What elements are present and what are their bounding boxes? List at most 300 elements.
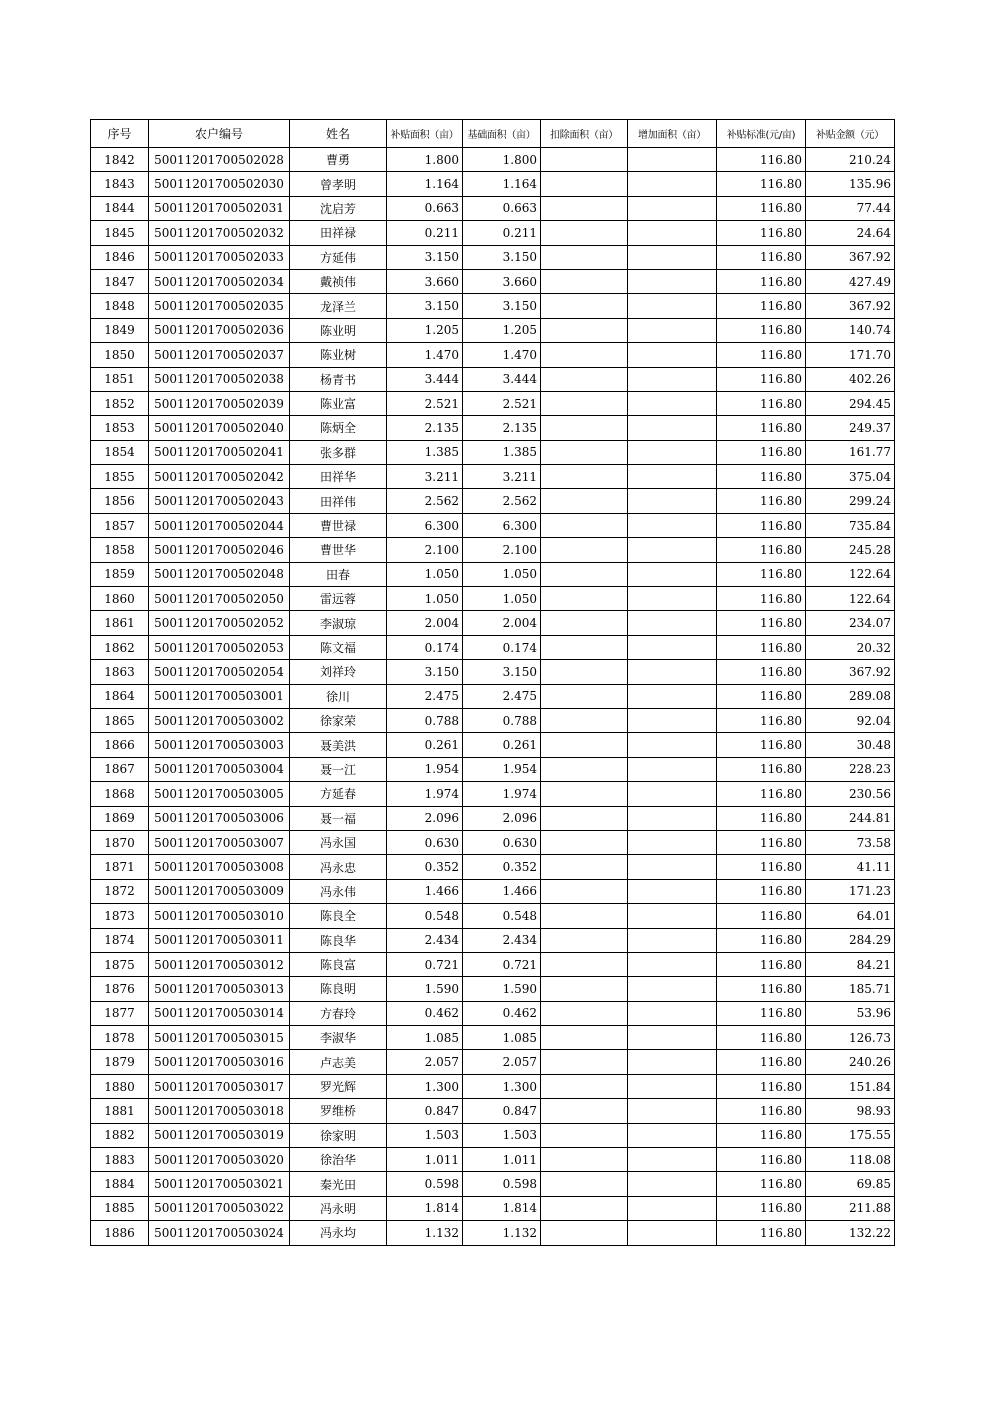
cell-added-area (628, 952, 717, 976)
cell-subsidy-amount: 122.64 (806, 562, 895, 586)
cell-added-area (628, 562, 717, 586)
cell-seq: 1885 (91, 1196, 149, 1220)
cell-added-area (628, 172, 717, 196)
cell-added-area (628, 513, 717, 537)
cell-base-area: 0.211 (463, 221, 541, 245)
cell-name: 冯永忠 (290, 855, 387, 879)
cell-subsidy-rate: 116.80 (717, 1123, 806, 1147)
cell-deducted-area (541, 294, 628, 318)
cell-subsidy-rate: 116.80 (717, 708, 806, 732)
table-row (91, 928, 895, 952)
table-row (91, 489, 895, 513)
cell-seq: 1880 (91, 1074, 149, 1098)
cell-added-area (628, 367, 717, 391)
cell-seq: 1870 (91, 830, 149, 854)
cell-subsidy-area: 2.057 (387, 1050, 463, 1074)
cell-seq: 1845 (91, 221, 149, 245)
cell-subsidy-area: 2.135 (387, 416, 463, 440)
cell-name: 方延春 (290, 782, 387, 806)
table-row (91, 708, 895, 732)
table-body (91, 148, 895, 1246)
cell-deducted-area (541, 1123, 628, 1147)
cell-subsidy-amount: 367.92 (806, 294, 895, 318)
cell-base-area: 2.562 (463, 489, 541, 513)
cell-seq: 1858 (91, 538, 149, 562)
table-row (91, 757, 895, 781)
cell-subsidy-amount: 375.04 (806, 465, 895, 489)
cell-deducted-area (541, 1172, 628, 1196)
cell-subsidy-rate: 116.80 (717, 1001, 806, 1025)
cell-subsidy-area: 0.630 (387, 830, 463, 854)
cell-name: 秦光田 (290, 1172, 387, 1196)
cell-subsidy-amount: 135.96 (806, 172, 895, 196)
cell-subsidy-rate: 116.80 (717, 343, 806, 367)
cell-seq: 1856 (91, 489, 149, 513)
cell-added-area (628, 830, 717, 854)
cell-added-area (628, 343, 717, 367)
cell-subsidy-area: 3.150 (387, 245, 463, 269)
table-row (91, 660, 895, 684)
cell-subsidy-area: 1.300 (387, 1074, 463, 1098)
cell-name: 龙泽兰 (290, 294, 387, 318)
cell-base-area: 1.974 (463, 782, 541, 806)
cell-subsidy-area: 0.211 (387, 221, 463, 245)
cell-subsidy-area: 1.050 (387, 562, 463, 586)
cell-seq: 1871 (91, 855, 149, 879)
cell-name: 徐家荣 (290, 708, 387, 732)
cell-added-area (628, 977, 717, 1001)
cell-subsidy-amount: 284.29 (806, 928, 895, 952)
cell-subsidy-amount: 126.73 (806, 1026, 895, 1050)
cell-seq: 1847 (91, 269, 149, 293)
cell-subsidy-amount: 249.37 (806, 416, 895, 440)
cell-deducted-area (541, 928, 628, 952)
cell-farmer-id: 50011201700502038 (149, 367, 290, 391)
cell-subsidy-rate: 116.80 (717, 1172, 806, 1196)
cell-seq: 1873 (91, 904, 149, 928)
cell-name: 冯永国 (290, 830, 387, 854)
cell-added-area (628, 587, 717, 611)
cell-subsidy-rate: 116.80 (717, 635, 806, 659)
cell-added-area (628, 1001, 717, 1025)
cell-subsidy-amount: 118.08 (806, 1148, 895, 1172)
table-row (91, 538, 895, 562)
cell-base-area: 2.100 (463, 538, 541, 562)
cell-name: 曹世禄 (290, 513, 387, 537)
cell-deducted-area (541, 318, 628, 342)
cell-added-area (628, 465, 717, 489)
cell-subsidy-area: 2.096 (387, 806, 463, 830)
table-row (91, 391, 895, 415)
cell-subsidy-rate: 116.80 (717, 1074, 806, 1098)
cell-subsidy-area: 1.205 (387, 318, 463, 342)
cell-farmer-id: 50011201700502042 (149, 465, 290, 489)
cell-name: 冯永均 (290, 1221, 387, 1245)
cell-base-area: 1.132 (463, 1221, 541, 1245)
cell-subsidy-area: 1.164 (387, 172, 463, 196)
cell-subsidy-amount: 24.64 (806, 221, 895, 245)
cell-base-area: 2.135 (463, 416, 541, 440)
cell-base-area: 1.164 (463, 172, 541, 196)
table-row (91, 367, 895, 391)
table-row (91, 806, 895, 830)
cell-deducted-area (541, 465, 628, 489)
cell-added-area (628, 635, 717, 659)
table-row (91, 1172, 895, 1196)
cell-subsidy-area: 0.721 (387, 952, 463, 976)
cell-added-area (628, 294, 717, 318)
cell-base-area: 2.434 (463, 928, 541, 952)
cell-seq: 1875 (91, 952, 149, 976)
cell-farmer-id: 50011201700503006 (149, 806, 290, 830)
cell-deducted-area (541, 952, 628, 976)
cell-farmer-id: 50011201700502032 (149, 221, 290, 245)
table-row (91, 611, 895, 635)
cell-name: 田祥禄 (290, 221, 387, 245)
cell-subsidy-rate: 116.80 (717, 855, 806, 879)
cell-name: 徐家明 (290, 1123, 387, 1147)
cell-base-area: 3.150 (463, 660, 541, 684)
cell-name: 陈业明 (290, 318, 387, 342)
table-row (91, 318, 895, 342)
cell-farmer-id: 50011201700503001 (149, 684, 290, 708)
cell-farmer-id: 50011201700503012 (149, 952, 290, 976)
cell-deducted-area (541, 1148, 628, 1172)
cell-subsidy-area: 1.974 (387, 782, 463, 806)
cell-base-area: 0.721 (463, 952, 541, 976)
cell-subsidy-rate: 116.80 (717, 1026, 806, 1050)
cell-subsidy-rate: 116.80 (717, 513, 806, 537)
cell-subsidy-amount: 73.58 (806, 830, 895, 854)
cell-name: 方春玲 (290, 1001, 387, 1025)
cell-deducted-area (541, 513, 628, 537)
cell-base-area: 0.847 (463, 1099, 541, 1123)
cell-added-area (628, 733, 717, 757)
cell-subsidy-amount: 151.84 (806, 1074, 895, 1098)
cell-name: 陈良全 (290, 904, 387, 928)
cell-base-area: 1.954 (463, 757, 541, 781)
cell-added-area (628, 806, 717, 830)
cell-seq: 1842 (91, 148, 149, 172)
cell-added-area (628, 318, 717, 342)
cell-subsidy-area: 0.548 (387, 904, 463, 928)
header-seq: 序号 (91, 120, 149, 148)
cell-seq: 1859 (91, 562, 149, 586)
cell-farmer-id: 50011201700503009 (149, 879, 290, 903)
cell-subsidy-area: 3.211 (387, 465, 463, 489)
cell-subsidy-area: 0.847 (387, 1099, 463, 1123)
table-row (91, 733, 895, 757)
cell-added-area (628, 538, 717, 562)
cell-added-area (628, 660, 717, 684)
cell-seq: 1853 (91, 416, 149, 440)
cell-name: 李淑琼 (290, 611, 387, 635)
cell-subsidy-rate: 116.80 (717, 684, 806, 708)
cell-subsidy-area: 0.788 (387, 708, 463, 732)
cell-seq: 1877 (91, 1001, 149, 1025)
cell-farmer-id: 50011201700503021 (149, 1172, 290, 1196)
cell-subsidy-rate: 116.80 (717, 587, 806, 611)
cell-deducted-area (541, 733, 628, 757)
cell-seq: 1849 (91, 318, 149, 342)
cell-farmer-id: 50011201700502036 (149, 318, 290, 342)
header-base-area: 基础面积（亩） (463, 120, 541, 148)
cell-subsidy-area: 3.150 (387, 294, 463, 318)
table-row (91, 562, 895, 586)
cell-farmer-id: 50011201700503022 (149, 1196, 290, 1220)
cell-farmer-id: 50011201700503017 (149, 1074, 290, 1098)
cell-farmer-id: 50011201700502052 (149, 611, 290, 635)
cell-subsidy-rate: 116.80 (717, 245, 806, 269)
cell-subsidy-amount: 299.24 (806, 489, 895, 513)
cell-name: 聂一江 (290, 757, 387, 781)
cell-deducted-area (541, 1099, 628, 1123)
header-subsidy-amount: 补贴金额（元） (806, 120, 895, 148)
cell-deducted-area (541, 196, 628, 220)
cell-subsidy-rate: 116.80 (717, 269, 806, 293)
cell-added-area (628, 684, 717, 708)
cell-name: 方延伟 (290, 245, 387, 269)
cell-seq: 1855 (91, 465, 149, 489)
cell-deducted-area (541, 904, 628, 928)
cell-subsidy-rate: 116.80 (717, 782, 806, 806)
cell-subsidy-amount: 64.01 (806, 904, 895, 928)
cell-subsidy-rate: 116.80 (717, 904, 806, 928)
table-header (91, 120, 895, 148)
cell-farmer-id: 50011201700502041 (149, 440, 290, 464)
cell-added-area (628, 757, 717, 781)
cell-subsidy-rate: 116.80 (717, 172, 806, 196)
cell-deducted-area (541, 782, 628, 806)
cell-base-area: 2.004 (463, 611, 541, 635)
cell-deducted-area (541, 855, 628, 879)
cell-seq: 1886 (91, 1221, 149, 1245)
cell-name: 陈业富 (290, 391, 387, 415)
cell-seq: 1866 (91, 733, 149, 757)
cell-subsidy-area: 1.503 (387, 1123, 463, 1147)
cell-subsidy-amount: 367.92 (806, 660, 895, 684)
cell-subsidy-amount: 735.84 (806, 513, 895, 537)
cell-added-area (628, 611, 717, 635)
cell-subsidy-rate: 116.80 (717, 562, 806, 586)
cell-farmer-id: 50011201700503013 (149, 977, 290, 1001)
cell-seq: 1865 (91, 708, 149, 732)
table-row (91, 952, 895, 976)
cell-subsidy-amount: 30.48 (806, 733, 895, 757)
cell-seq: 1846 (91, 245, 149, 269)
cell-subsidy-amount: 427.49 (806, 269, 895, 293)
cell-farmer-id: 50011201700502053 (149, 635, 290, 659)
cell-base-area: 0.261 (463, 733, 541, 757)
cell-farmer-id: 50011201700502050 (149, 587, 290, 611)
table-row (91, 904, 895, 928)
table-row (91, 684, 895, 708)
cell-farmer-id: 50011201700502031 (149, 196, 290, 220)
cell-added-area (628, 221, 717, 245)
cell-name: 陈炳全 (290, 416, 387, 440)
cell-subsidy-amount: 228.23 (806, 757, 895, 781)
cell-subsidy-amount: 132.22 (806, 1221, 895, 1245)
cell-added-area (628, 391, 717, 415)
table-row (91, 440, 895, 464)
cell-deducted-area (541, 684, 628, 708)
cell-subsidy-area: 0.598 (387, 1172, 463, 1196)
table-row (91, 196, 895, 220)
cell-subsidy-amount: 210.24 (806, 148, 895, 172)
table-row (91, 245, 895, 269)
cell-name: 徐治华 (290, 1148, 387, 1172)
cell-added-area (628, 1074, 717, 1098)
cell-subsidy-amount: 289.08 (806, 684, 895, 708)
table-row (91, 587, 895, 611)
cell-subsidy-rate: 116.80 (717, 465, 806, 489)
cell-base-area: 1.385 (463, 440, 541, 464)
cell-base-area: 2.475 (463, 684, 541, 708)
cell-subsidy-rate: 116.80 (717, 367, 806, 391)
cell-added-area (628, 1099, 717, 1123)
cell-deducted-area (541, 538, 628, 562)
cell-subsidy-rate: 116.80 (717, 538, 806, 562)
table-row (91, 879, 895, 903)
cell-farmer-id: 50011201700503003 (149, 733, 290, 757)
cell-base-area: 1.466 (463, 879, 541, 903)
cell-base-area: 1.300 (463, 1074, 541, 1098)
cell-added-area (628, 855, 717, 879)
table-row (91, 416, 895, 440)
cell-deducted-area (541, 660, 628, 684)
cell-base-area: 0.174 (463, 635, 541, 659)
table-row (91, 1123, 895, 1147)
table-row (91, 1196, 895, 1220)
cell-seq: 1857 (91, 513, 149, 537)
cell-added-area (628, 879, 717, 903)
cell-farmer-id: 50011201700503008 (149, 855, 290, 879)
cell-subsidy-amount: 294.45 (806, 391, 895, 415)
cell-subsidy-rate: 116.80 (717, 221, 806, 245)
cell-subsidy-rate: 116.80 (717, 879, 806, 903)
cell-name: 曹勇 (290, 148, 387, 172)
cell-deducted-area (541, 269, 628, 293)
cell-subsidy-area: 1.800 (387, 148, 463, 172)
cell-deducted-area (541, 172, 628, 196)
cell-subsidy-area: 3.660 (387, 269, 463, 293)
cell-added-area (628, 416, 717, 440)
cell-base-area: 6.300 (463, 513, 541, 537)
cell-seq: 1867 (91, 757, 149, 781)
cell-subsidy-amount: 234.07 (806, 611, 895, 635)
cell-farmer-id: 50011201700503024 (149, 1221, 290, 1245)
cell-added-area (628, 1172, 717, 1196)
cell-subsidy-rate: 116.80 (717, 391, 806, 415)
table-row (91, 1074, 895, 1098)
cell-subsidy-rate: 116.80 (717, 733, 806, 757)
cell-subsidy-area: 2.475 (387, 684, 463, 708)
cell-subsidy-amount: 69.85 (806, 1172, 895, 1196)
cell-subsidy-area: 2.004 (387, 611, 463, 635)
cell-subsidy-area: 0.352 (387, 855, 463, 879)
cell-seq: 1843 (91, 172, 149, 196)
cell-farmer-id: 50011201700503010 (149, 904, 290, 928)
cell-subsidy-area: 0.663 (387, 196, 463, 220)
cell-deducted-area (541, 806, 628, 830)
cell-farmer-id: 50011201700503007 (149, 830, 290, 854)
cell-seq: 1864 (91, 684, 149, 708)
cell-seq: 1882 (91, 1123, 149, 1147)
cell-added-area (628, 245, 717, 269)
cell-subsidy-rate: 116.80 (717, 757, 806, 781)
cell-base-area: 0.598 (463, 1172, 541, 1196)
table-row (91, 1099, 895, 1123)
cell-base-area: 3.150 (463, 245, 541, 269)
cell-deducted-area (541, 562, 628, 586)
cell-farmer-id: 50011201700502054 (149, 660, 290, 684)
cell-deducted-area (541, 1221, 628, 1245)
cell-subsidy-area: 1.385 (387, 440, 463, 464)
cell-farmer-id: 50011201700502030 (149, 172, 290, 196)
cell-subsidy-rate: 116.80 (717, 806, 806, 830)
cell-subsidy-amount: 92.04 (806, 708, 895, 732)
cell-subsidy-amount: 230.56 (806, 782, 895, 806)
table-row (91, 977, 895, 1001)
cell-base-area: 2.521 (463, 391, 541, 415)
cell-deducted-area (541, 391, 628, 415)
cell-added-area (628, 1196, 717, 1220)
cell-base-area: 0.462 (463, 1001, 541, 1025)
cell-subsidy-rate: 116.80 (717, 1050, 806, 1074)
cell-name: 陈良富 (290, 952, 387, 976)
cell-base-area: 1.800 (463, 148, 541, 172)
cell-subsidy-rate: 116.80 (717, 440, 806, 464)
cell-farmer-id: 50011201700502040 (149, 416, 290, 440)
cell-subsidy-rate: 116.80 (717, 1099, 806, 1123)
cell-added-area (628, 904, 717, 928)
cell-subsidy-amount: 185.71 (806, 977, 895, 1001)
cell-subsidy-rate: 116.80 (717, 416, 806, 440)
cell-base-area: 1.590 (463, 977, 541, 1001)
cell-seq: 1850 (91, 343, 149, 367)
header-subsidy-area: 补贴面积（亩） (387, 120, 463, 148)
cell-subsidy-amount: 211.88 (806, 1196, 895, 1220)
cell-base-area: 1.814 (463, 1196, 541, 1220)
cell-base-area: 2.057 (463, 1050, 541, 1074)
table-row (91, 172, 895, 196)
cell-subsidy-rate: 116.80 (717, 660, 806, 684)
cell-farmer-id: 50011201700502028 (149, 148, 290, 172)
cell-subsidy-area: 2.521 (387, 391, 463, 415)
cell-farmer-id: 50011201700503020 (149, 1148, 290, 1172)
cell-name: 杨青书 (290, 367, 387, 391)
table-row (91, 221, 895, 245)
cell-subsidy-rate: 116.80 (717, 952, 806, 976)
cell-seq: 1878 (91, 1026, 149, 1050)
table-row (91, 269, 895, 293)
cell-seq: 1852 (91, 391, 149, 415)
cell-subsidy-area: 6.300 (387, 513, 463, 537)
cell-subsidy-amount: 41.11 (806, 855, 895, 879)
cell-added-area (628, 708, 717, 732)
cell-farmer-id: 50011201700502048 (149, 562, 290, 586)
cell-farmer-id: 50011201700503019 (149, 1123, 290, 1147)
cell-deducted-area (541, 830, 628, 854)
cell-added-area (628, 440, 717, 464)
cell-deducted-area (541, 416, 628, 440)
cell-added-area (628, 489, 717, 513)
cell-subsidy-amount: 244.81 (806, 806, 895, 830)
cell-name: 徐川 (290, 684, 387, 708)
cell-name: 陈文福 (290, 635, 387, 659)
cell-farmer-id: 50011201700503004 (149, 757, 290, 781)
cell-subsidy-rate: 116.80 (717, 928, 806, 952)
